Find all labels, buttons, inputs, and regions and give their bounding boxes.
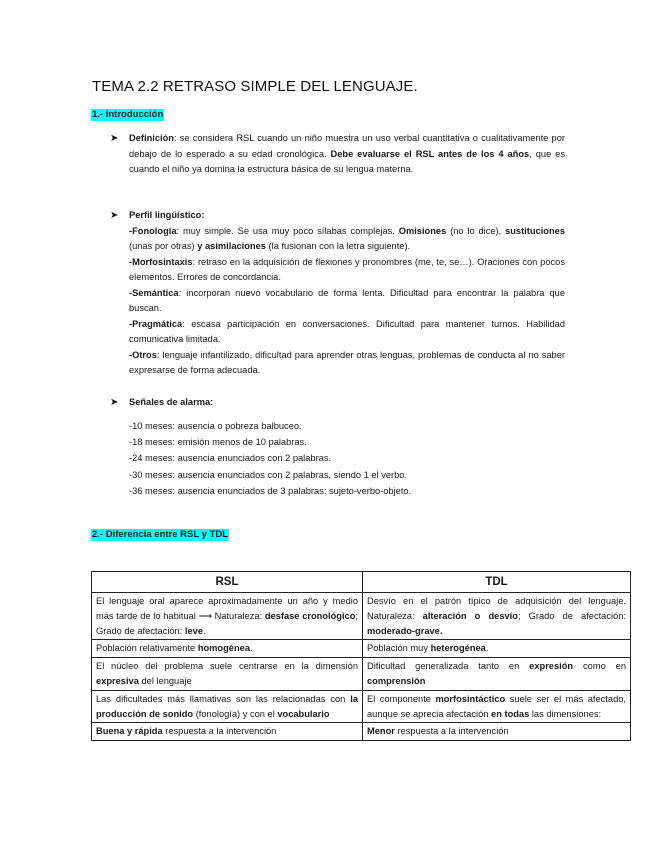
section-heading-diferencia: 2.- Diferencia entre RSL y TDL xyxy=(92,529,229,540)
list-item: -18 meses: emisión menos de 10 palabras. xyxy=(129,437,307,448)
comparison-table xyxy=(91,571,631,741)
column-header-rsl: RSL xyxy=(92,572,363,593)
list-item: -36 meses: ausencia enunciados de 3 palabras: sujeto-verbo-objeto. xyxy=(129,485,412,496)
perfil-otros: -Otros: lenguaje infantilizado, dificultad para aprender otras lenguas, problemas de conducta al no saber expresarse de forma adecuada. xyxy=(129,349,565,375)
list-item: -24 meses: ausencia enunciados con 2 palabras. xyxy=(129,453,332,464)
list-item: -10 meses: ausencia o pobreza balbuceo. xyxy=(129,421,302,431)
table-cell: Las dificultades más llamativas son las relacionadas con la producción de sonido (fonología) y con el vocabulario xyxy=(92,690,363,723)
perfil-morfosintaxis: -Morfosintaxis: retraso en la adquisición de flexiones y pronombres (me, te, se…). Oraciones con pocos elementos. Errores de concordancia. xyxy=(129,256,565,282)
table-cell: Buena y rápida respuesta a la intervención xyxy=(92,723,363,741)
alarma-list xyxy=(129,418,565,499)
table-cell: Dificultad generalizada tanto en expresión como en comprensión xyxy=(363,658,631,691)
arrowhead-bullet-icon: ➤ xyxy=(110,210,119,221)
section-heading-introduccion: 1.- Introducción xyxy=(92,109,164,120)
definicion-paragraph: Definición: se considera RSL cuando un niño muestra un uso verbal cuantitativa o cualitativamente por debajo de lo esperado a su edad cronológica. Debe evaluarse el RSL antes de los 4 años, que es cuando el niño ya domina la estructura básica de su lengua materna. xyxy=(129,133,565,174)
perfil-fonologia: -Fonología: muy simple. Se usa muy poco sílabas complejas. Omisiones (no lo dice), sustituciones (unas por otras) y asimilaciones (la fusionan con la letra siguiente). xyxy=(129,225,565,251)
table-cell: El componente morfosintáctico suele ser el más afectado, aunque se aprecia afectación en todas las dimensiones: xyxy=(363,690,631,723)
table-row xyxy=(92,690,631,723)
list-item: -30 meses: ausencia enunciados con 2 palabras, siendo 1 el verbo. xyxy=(129,469,408,480)
perfil-label: Perfil lingüístico: xyxy=(129,210,205,220)
table-cell: Población muy heterogénea. xyxy=(363,640,631,658)
table-row xyxy=(92,723,631,741)
table-cell: Desvío en el patrón típico de adquisición del lenguaje. Naturaleza: alteración o desvío; Grado de afectación: moderado-grave. xyxy=(363,593,631,640)
table-row xyxy=(92,658,631,691)
arrowhead-bullet-icon: ➤ xyxy=(110,397,119,408)
page-title: TEMA 2.2 RETRASO SIMPLE DEL LENGUAJE. xyxy=(92,78,418,95)
table-row xyxy=(92,640,631,658)
perfil-semantica: -Semántica: incorporan nuevo vocabulario de forma lenta. Dificultad para encontrar la palabra que buscan. xyxy=(129,287,565,313)
column-header-tdl: TDL xyxy=(363,572,631,593)
arrowhead-bullet-icon: ➤ xyxy=(110,133,119,144)
alarma-label: Señales de alarma: xyxy=(129,397,214,407)
table-header-row xyxy=(92,572,631,593)
perfil-pragmatica: -Pragmática: escasa participación en conversaciones. Dificultad para mantener turnos. Habilidad comunicativa limitada. xyxy=(129,318,565,344)
table-cell: El núcleo del problema suele centrarse en la dimensión expresiva del lenguaje xyxy=(92,658,363,691)
table-cell: Población relativamente homogénea. xyxy=(92,640,363,658)
table-row xyxy=(92,593,631,640)
table-cell: Menor respuesta a la intervención xyxy=(363,723,631,741)
table-cell: El lenguaje oral aparece aproximadamente un año y medio más tarde de lo habitual ⟶ Naturaleza: desfase cronológico; Grado de afectación: leve. xyxy=(92,593,363,640)
